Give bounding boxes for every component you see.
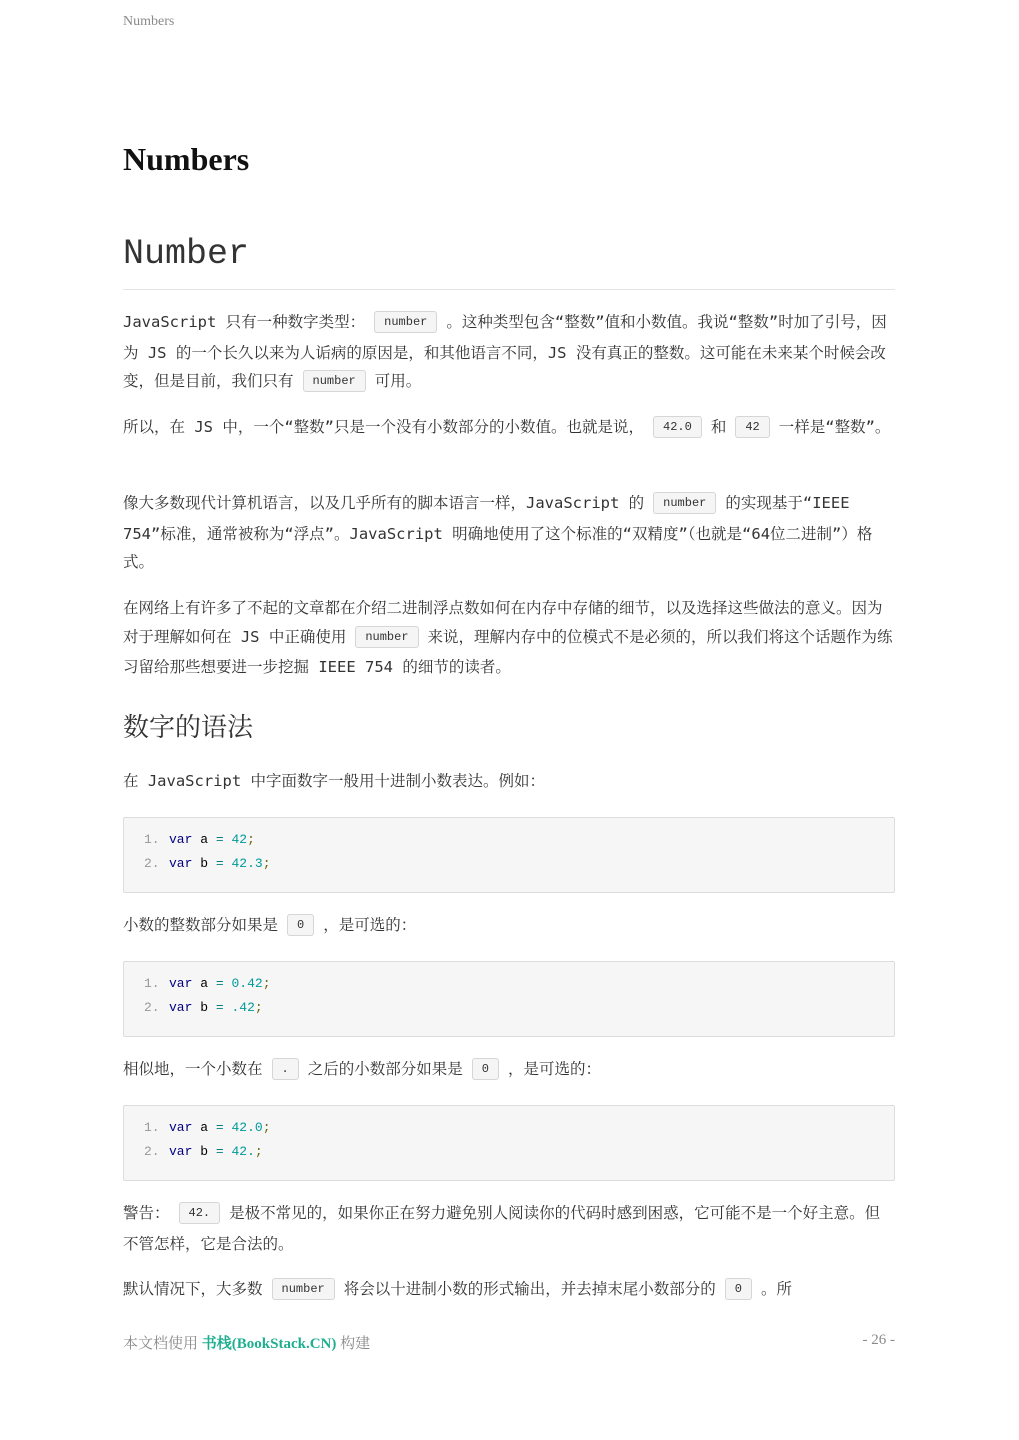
subsection-title: 数字的语法 — [123, 713, 254, 743]
inline-code: . — [272, 1058, 299, 1080]
code-block — [123, 1105, 895, 1181]
code-block — [123, 961, 895, 1037]
code-line: 2. var b = 42.; — [144, 1144, 263, 1159]
section-divider — [123, 289, 895, 290]
inline-code: 42.0 — [653, 416, 702, 438]
paragraph-leading-zero: 小数的整数部分如果是 0 ，是可选的： — [123, 916, 417, 934]
section-title: Number — [123, 234, 250, 274]
inline-code: 0 — [472, 1058, 499, 1080]
code-line: 1. var a = 42.0; — [144, 1120, 271, 1135]
code-line: 1. var a = 42; — [144, 832, 255, 847]
paragraph-floating-point: 在网络上有许多了不起的文章都在介绍二进制浮点数如何在内存中存储的细节，以及选择这些做法的意义。因为对于理解如何在 JS 中正确使用 number 来说，理解内存中的位模式不是必须的，所以我们将这个话题作为练习留给那些想要进一步挖掘 IEEE 754 的细节的读者。 — [123, 599, 893, 676]
page-title: Numbers — [123, 141, 250, 177]
paragraph-warning: 警告： 42. 是极不常见的，如果你正在努力避免别人阅读你的代码时感到困惑，它可能不是一个好主意。但不管怎样，它是合法的。 — [123, 1204, 881, 1253]
page-footer — [123, 1332, 895, 1353]
running-header: Numbers — [123, 14, 175, 29]
paragraph-number-type: JavaScript 只有一种数字类型： number 。这种类型包含“整数”值和小数值。我说“整数”时加了引号，因为 JS 的一个长久以来为人诟病的原因是，和其他语言不同，JS 没有真正的整数。这可能在未来某个时候会改变，但是目前，我们只有 number 可用。 — [123, 313, 887, 390]
page-number: - 26 - — [862, 1332, 895, 1348]
inline-code: number — [303, 370, 366, 392]
paragraph-integer: 所以，在 JS 中，一个“整数”只是一个没有小数部分的小数值。也就是说， 42.0 和 42 一样是“整数”。 — [123, 418, 891, 436]
code-line: 1. var a = 0.42; — [144, 976, 271, 991]
inline-code: number — [272, 1278, 335, 1300]
code-line: 2. var b = 42.3; — [144, 856, 271, 871]
inline-code: number — [653, 492, 716, 514]
inline-code: 42. — [179, 1202, 221, 1224]
inline-code: number — [355, 626, 418, 648]
footer-brand-link[interactable]: 书栈(BookStack.CN) — [201, 1336, 337, 1352]
code-line: 2. var b = .42; — [144, 1000, 263, 1015]
paragraph-trailing-zero: 相似地，一个小数在 . 之后的小数部分如果是 0 ，是可选的： — [123, 1060, 601, 1078]
inline-code: 0 — [725, 1278, 752, 1300]
inline-code: 0 — [287, 914, 314, 936]
paragraph-default-output: 默认情况下，大多数 number 将会以十进制小数的形式输出，并去掉末尾小数部分的 0 。所 — [123, 1280, 792, 1298]
inline-code: 42 — [735, 416, 769, 438]
paragraph-literal-intro: 在 JavaScript 中字面数字一般用十进制小数表达。例如： — [123, 772, 545, 790]
inline-code: number — [374, 311, 437, 333]
footer-suffix: 构建 — [340, 1336, 371, 1352]
paragraph-ieee754: 像大多数现代计算机语言，以及几乎所有的脚本语言一样，JavaScript 的 number 的实现基于“IEEE 754”标准，通常被称为“浮点”。JavaScript 明确地使用了这个标准的“双精度”（也就是“64位二进制”）格式。 — [123, 494, 873, 571]
code-block — [123, 817, 895, 893]
footer-prefix: 本文档使用 — [123, 1336, 199, 1352]
